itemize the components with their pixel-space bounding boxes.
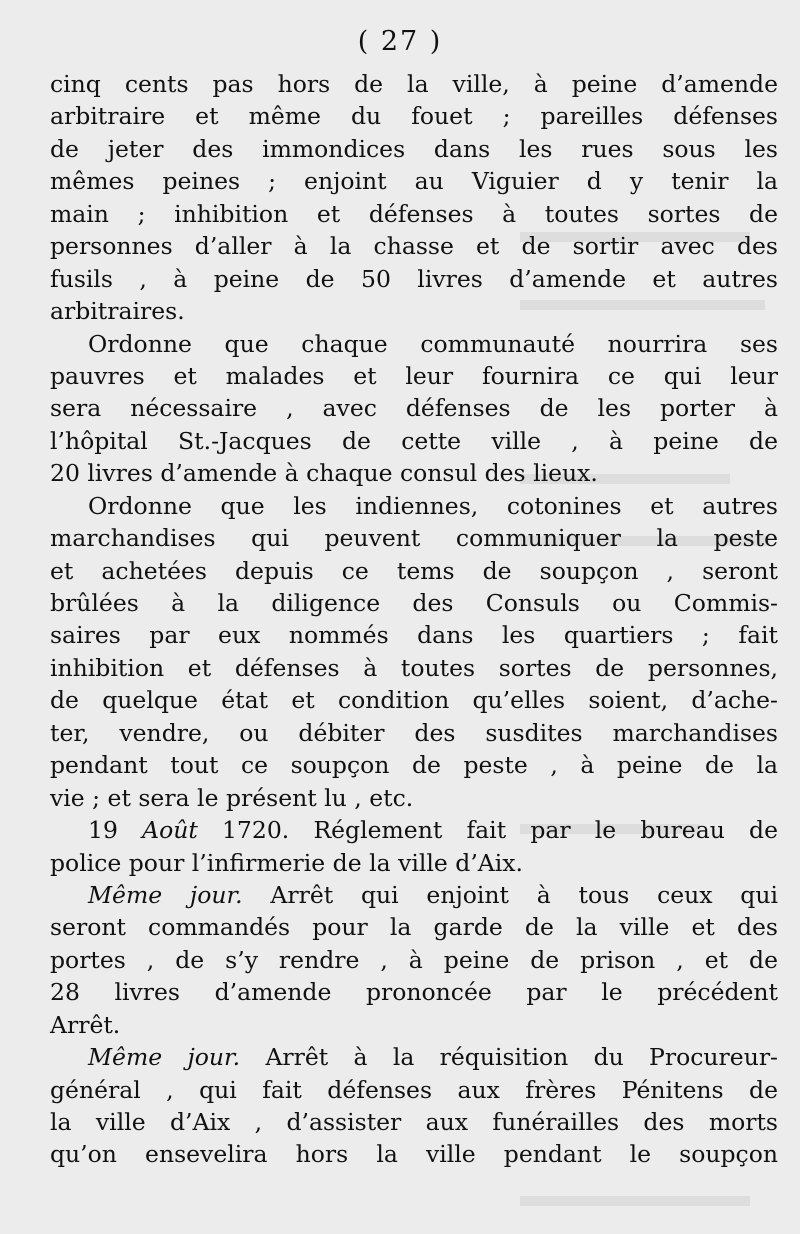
text-line: 28 livres d’amende prononcée par le précédent [50,978,778,1007]
text-line: général , qui fait défenses aux frères Pénitens de [50,1075,778,1104]
text-line: police pour l’infirmerie de la ville d’Aix. [50,848,523,877]
text-line: brûlées à la diligence des Consuls ou Commis- [50,589,778,617]
text-line: de quelque état et condition qu’elles soient, d’ache- [50,686,778,715]
text-line: saires par eux nommés dans les quartiers ; fait [50,621,778,650]
text-line: cinq cents pas hors de la ville, à peine d’amende [50,70,778,98]
paragraph-first-line: Ordonne que chaque communauté nourrira ses [88,329,778,358]
entry-heading: Même jour. [88,1043,241,1072]
paragraph-first-line: Ordonne que les indiennes, cotonines et autres [88,491,778,520]
text-line: arbitraire et même du fouet ; pareilles défenses [50,102,778,131]
dated-entry-line [50,1041,778,1073]
text-line: l’hôpital St.-Jacques de cette ville , à peine de [50,426,778,455]
text-line: vie ; et sera le présent lu , etc. [50,783,414,812]
text-line: Arrêt. [50,1010,121,1039]
text-line: qu’on ensevelira hors la ville pendant le soupçon [50,1140,778,1169]
entry-day: 19 [88,816,143,845]
text-line: fusils , à peine de 50 livres d’amende et autres [50,264,778,293]
text-line: de jeter des immondices dans les rues sous les [50,134,778,163]
book-text [50,68,778,1171]
text-line: personnes d’aller à la chasse et de sortir avec des [50,232,778,261]
text-line: seront commandés pour la garde de la ville et des [50,913,778,942]
text-line: main ; inhibition et défenses à toutes sortes de [50,199,778,228]
text-line: arbitraires. [50,297,185,326]
text-line: portes , de s’y rendre , à peine de prison , et de [50,945,778,974]
text-line: 20 livres d’amende à chaque consul des lieux. [50,459,598,488]
dated-entry-line [50,814,778,846]
entry-month: Août [142,816,198,845]
text-line: et achetées depuis ce tems de soupçon , seront [50,556,778,585]
text-line: ter, vendre, ou débiter des susdites marchandises [50,718,778,747]
entry-text: Arrêt à la réquisition du Procureur- [240,1043,779,1072]
text-line: sera nécessaire , avec défenses de les porter à [50,394,778,423]
dated-entry-line [50,879,778,911]
text-line: marchandises qui peuvent communiquer la peste [50,524,778,553]
text-line: mêmes peines ; enjoint au Viguier d y tenir la [50,167,778,196]
text-line: pendant tout ce soupçon de peste , à peine de la [50,751,778,780]
text-line: la ville d’Aix , d’assister aux funérailles des morts [50,1108,778,1136]
text-line: inhibition et défenses à toutes sortes de personnes, [50,653,778,682]
page-number: ( 27 ) [357,26,443,57]
entry-heading: Même jour. [88,880,243,909]
text-line: pauvres et malades et leur fournira ce qui leur [50,361,778,390]
entry-text: Arrêt qui enjoint à tous ceux qui [242,880,778,909]
entry-text: 1720. Réglement fait par le bureau de [197,816,778,845]
